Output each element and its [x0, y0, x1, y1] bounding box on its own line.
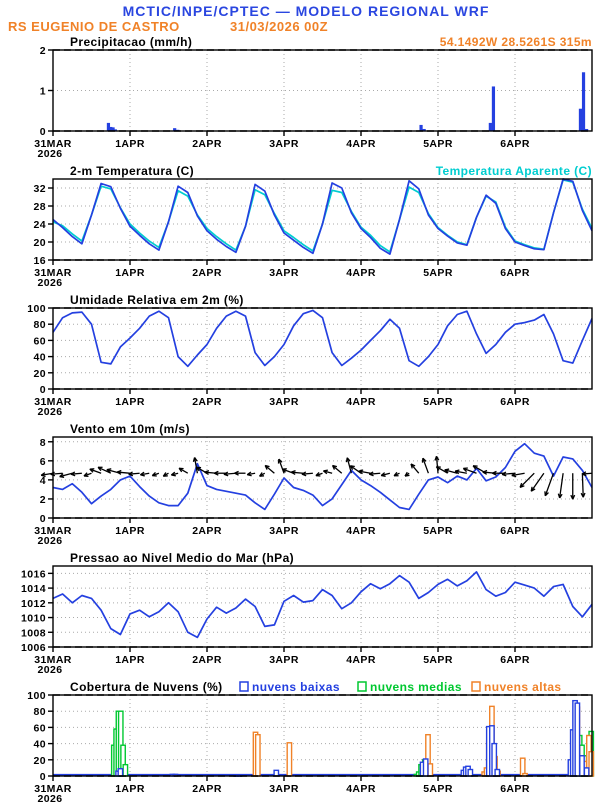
x-tick-label: 31MAR: [34, 783, 72, 795]
y-tick-label: 40: [34, 352, 46, 364]
x-tick-label: 2APR: [192, 654, 222, 666]
x-tick-label: 6APR: [500, 138, 530, 150]
x-tick-label: 5APR: [423, 138, 453, 150]
x-axis-year: 2026: [38, 148, 63, 158]
legend-label: nuvens medias: [370, 680, 462, 694]
x-tick-label: 31MAR: [34, 396, 72, 408]
y-tick-label: 100: [27, 303, 46, 315]
panel-title: Umidade Relativa em 2m (%): [70, 293, 244, 307]
panel-pressure: [0, 550, 612, 674]
y-tick-label: 0: [40, 384, 46, 396]
y-tick-label: 1006: [21, 642, 46, 654]
x-tick-label: 1APR: [115, 654, 145, 666]
x-axis-year: 2026: [38, 406, 63, 416]
y-tick-label: 4: [40, 475, 46, 487]
panel-title: Precipitacao (mm/h): [70, 35, 192, 49]
x-tick-label: 31MAR: [34, 525, 72, 537]
y-tick-label: 2: [40, 494, 46, 506]
x-tick-label: 3APR: [269, 267, 299, 279]
x-tick-label: 3APR: [269, 138, 299, 150]
x-tick-label: 4APR: [346, 138, 376, 150]
y-tick-label: 1016: [21, 568, 46, 580]
panel-title: 2-m Temperatura (C): [70, 164, 194, 178]
x-tick-label: 6APR: [500, 783, 530, 795]
panel-precipitation: [0, 34, 612, 158]
y-tick-label: 0: [40, 771, 46, 783]
panel-title: Vento em 10m (m/s): [70, 422, 190, 436]
panel-right-label: Temperatura Aparente (C): [436, 164, 592, 178]
x-tick-label: 3APR: [269, 783, 299, 795]
station-name: RS EUGENIO DE CASTRO: [8, 19, 180, 34]
x-tick-label: 6APR: [500, 525, 530, 537]
panel-clouds: [0, 679, 612, 803]
y-tick-label: 60: [34, 335, 46, 347]
x-axis-year: 2026: [38, 664, 63, 674]
x-axis-year: 2026: [38, 277, 63, 287]
x-tick-label: 1APR: [115, 396, 145, 408]
y-tick-label: 80: [34, 319, 46, 331]
x-tick-label: 3APR: [269, 654, 299, 666]
y-tick-label: 1010: [21, 613, 46, 625]
x-tick-label: 1APR: [115, 525, 145, 537]
y-tick-label: 1012: [21, 598, 46, 610]
model-title: MCTIC/INPE/CPTEC — MODELO REGIONAL WRF: [0, 0, 612, 19]
y-tick-label: 16: [34, 255, 46, 267]
y-tick-label: 1014: [21, 583, 46, 595]
legend-label: nuvens altas: [484, 680, 562, 694]
y-tick-label: 1008: [21, 627, 46, 639]
y-tick-label: 20: [34, 237, 46, 249]
y-tick-label: 60: [34, 722, 46, 734]
x-tick-label: 4APR: [346, 267, 376, 279]
y-tick-label: 20: [34, 755, 46, 767]
legend-label: nuvens baixas: [252, 680, 340, 694]
x-tick-label: 2APR: [192, 783, 222, 795]
panel-wind: [0, 421, 612, 545]
x-tick-label: 2APR: [192, 138, 222, 150]
x-tick-label: 6APR: [500, 267, 530, 279]
y-tick-label: 28: [34, 201, 46, 213]
x-tick-label: 5APR: [423, 396, 453, 408]
x-tick-label: 3APR: [269, 396, 299, 408]
x-tick-label: 4APR: [346, 396, 376, 408]
panel-title: Pressao ao Nivel Medio do Mar (hPa): [70, 551, 294, 565]
y-tick-label: 40: [34, 739, 46, 751]
x-tick-label: 31MAR: [34, 654, 72, 666]
panel-title: Cobertura de Nuvens (%): [70, 680, 223, 694]
x-tick-label: 1APR: [115, 267, 145, 279]
panel-right-label: 54.1492W 28.5261S 315m: [440, 35, 592, 49]
x-tick-label: 1APR: [115, 783, 145, 795]
y-tick-label: 32: [34, 183, 46, 195]
y-tick-label: 2: [40, 45, 46, 57]
x-tick-label: 5APR: [423, 525, 453, 537]
y-tick-label: 0: [40, 126, 46, 138]
x-tick-label: 31MAR: [34, 138, 72, 150]
panel-temperature: [0, 163, 612, 287]
x-tick-label: 5APR: [423, 783, 453, 795]
x-tick-label: 1APR: [115, 138, 145, 150]
legend-swatch-icon: [472, 682, 480, 691]
x-tick-label: 2APR: [192, 396, 222, 408]
x-axis-year: 2026: [38, 535, 63, 545]
y-tick-label: 8: [40, 437, 46, 449]
x-tick-label: 4APR: [346, 525, 376, 537]
y-tick-label: 20: [34, 368, 46, 380]
x-tick-label: 4APR: [346, 783, 376, 795]
x-tick-label: 6APR: [500, 396, 530, 408]
x-tick-label: 6APR: [500, 654, 530, 666]
y-tick-label: 0: [40, 513, 46, 525]
y-tick-label: 80: [34, 706, 46, 718]
x-tick-label: 3APR: [269, 525, 299, 537]
x-tick-label: 5APR: [423, 267, 453, 279]
page-header: [0, 0, 612, 34]
run-datetime: 31/03/2026 00Z: [230, 19, 328, 34]
legend-swatch-icon: [240, 682, 248, 691]
y-tick-label: 1: [40, 86, 46, 98]
legend-swatch-icon: [358, 682, 366, 691]
x-tick-label: 2APR: [192, 267, 222, 279]
y-tick-label: 6: [40, 456, 46, 468]
x-tick-label: 4APR: [346, 654, 376, 666]
panel-humidity: [0, 292, 612, 416]
x-tick-label: 2APR: [192, 525, 222, 537]
y-tick-label: 24: [34, 219, 46, 231]
station-line: [0, 19, 612, 34]
x-tick-label: 5APR: [423, 654, 453, 666]
x-tick-label: 31MAR: [34, 267, 72, 279]
x-axis-year: 2026: [38, 793, 63, 803]
y-tick-label: 100: [27, 690, 46, 702]
